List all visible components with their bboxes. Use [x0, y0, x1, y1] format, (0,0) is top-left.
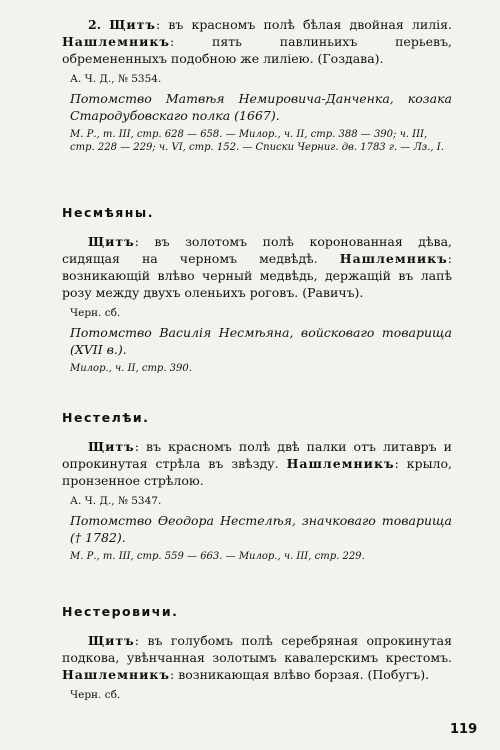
descent-line: Потомство Матвѣя Немировича-Данченка, козака Стародубовскаго полка (1667). [70, 91, 452, 123]
entry-damchenko [62, 16, 452, 154]
entry-number: 2. [88, 17, 102, 32]
blazon-text: : въ голубомъ полѣ серебряная опрокинутая подкова, увѣнчанная золотымъ кавалерскимъ крестомъ. [62, 633, 452, 665]
crest-label: Нашлемникъ [339, 251, 448, 266]
archive-source: Черн. сб. [70, 307, 121, 319]
references: М. Р., т. III, стр. 628 — 658. — Милор., ч. II, стр. 388 — 390; ч. III, стр. 228 — 229; ч. VI, стр. 152. — Списки Черниг. дв. 1783 г. — Лз., I. [70, 129, 444, 153]
archive-source: А. Ч. Д., № 5347. [70, 495, 162, 507]
shield-label: Щитъ [88, 633, 135, 648]
archive-source: Черн. сб. [70, 689, 121, 701]
references: Милор., ч. II, стр. 390. [70, 363, 192, 374]
crest-text: : пять павлиньихъ перьевъ, обремененныхъ подобною же лиліею. (Гоздава). [62, 34, 452, 66]
blazon-paragraph [62, 632, 452, 683]
shield-label: Щитъ [88, 439, 135, 454]
blazon-paragraph [62, 16, 452, 67]
crest-label: Нашлемникъ [62, 667, 171, 682]
crest-text: : возникающая влѣво борзая. (Побугъ). [170, 667, 430, 682]
descent-line: Потомство Ѳеодора Нестелѣя, значковаго товарища († 1782). [70, 513, 452, 545]
entry-nesterovichi [62, 604, 452, 702]
blazon-text: : въ красномъ полѣ бѣлая двойная лилія. [156, 17, 452, 32]
entry-nesmeyany [62, 205, 452, 375]
references: М. Р., т. III, стр. 559 — 663. — Милор., ч. III, стр. 229. [70, 551, 365, 562]
archive-source: А. Ч. Д., № 5354. [70, 73, 162, 85]
crest-label: Нашлемникъ [62, 34, 171, 49]
page-number: 119 [450, 722, 478, 737]
crest-text: : крыло, пронзенное стрѣлою. [62, 456, 452, 488]
family-heading: Нестелѣи. [62, 410, 150, 425]
family-heading: Нестеровичи. [62, 604, 179, 619]
blazon-text: : въ красномъ полѣ двѣ палки отъ литавръ и опрокинутая стрѣла въ звѣзду. [62, 439, 452, 471]
shield-label: Щитъ [109, 17, 157, 32]
blazon-text: : въ золотомъ полѣ коронованная дѣва, сидящая на черномъ медвѣдѣ. [62, 234, 452, 266]
blazon-paragraph [62, 233, 452, 301]
crest-label: Нашлемникъ [286, 456, 395, 471]
crest-text: : возникающій влѣво черный медвѣдь, держащій въ лапѣ розу между двухъ оленьихъ роговъ. (Равичъ). [62, 251, 452, 300]
family-heading: Несмѣяны. [62, 205, 154, 220]
descent-line: Потомство Василія Несмѣяна, войсковаго товарища (XVII в.). [70, 325, 452, 357]
blazon-paragraph [62, 438, 452, 489]
entry-nesteley [62, 410, 452, 563]
shield-label: Щитъ [88, 234, 135, 249]
